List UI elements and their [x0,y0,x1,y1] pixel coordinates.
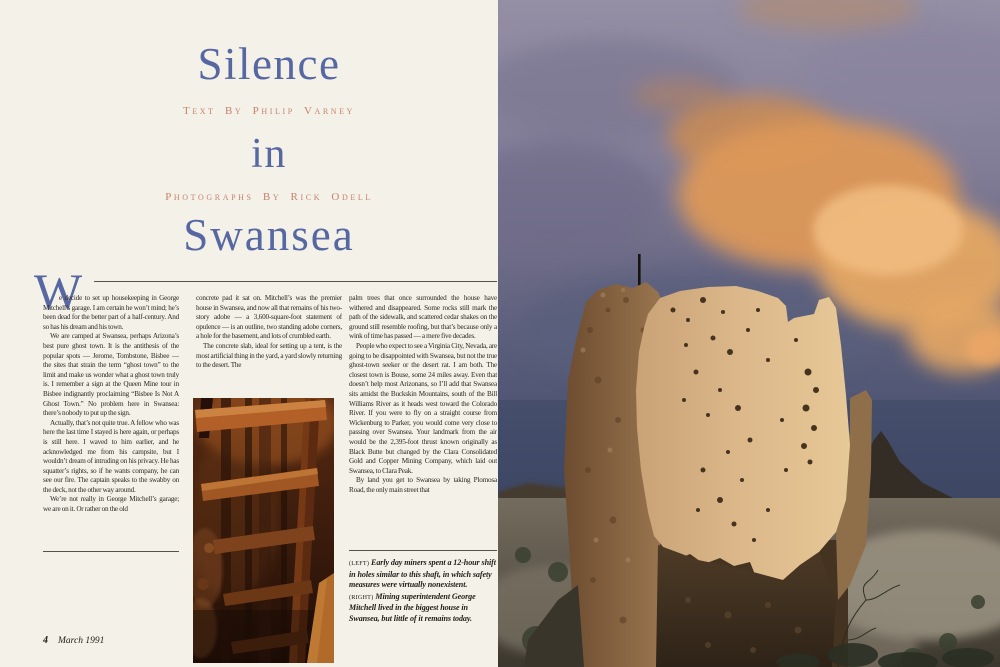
caption-left [349,558,497,591]
headline-rule [94,281,497,282]
paragraph: concrete pad it sat on. Mitchell’s was the premier house in Swansea, and now all that remains of his two-story adobe — a 3,600-square-foot statement of opulence — is an outline, two standing adobe corners, a hole for the basement, and lots of crumbled earth. [196,294,342,341]
page-footer [43,630,104,648]
paragraph: By land you get to Swansea by taking Plomosa Road, the only main street that [349,476,497,494]
caption-rule [349,550,497,551]
paragraph: Actually, that’s not quite true. A fellow who was here the last time I stayed is here again, or perhaps is still here. I waved to him earlier, and he acknowledged me from his campsite, but I wouldn’t dream of intruding on his privacy. He has squatter’s rights, so if he wants company, he can see our fire. The captain speaks to the swabby on the deck, not the other way around. [43,418,179,494]
page-number: 4 [43,635,48,646]
mine-shaft-ladder-photo [193,398,334,663]
title-silence: Silence [197,39,341,89]
title-in: in [251,131,287,177]
ladder-illustration [193,398,334,663]
caption-right-text: Mining superintendent George Mitchell lived in the biggest house in Swansea, but little of it remains today. [349,591,476,623]
caption-left-text: Early day miners spent a 12-hour shift in holes similar to this shaft, in which safety measures were virtually nonexistent. [349,558,496,590]
body-column-1 [43,294,179,552]
left-page [0,0,498,667]
issue-date: March 1991 [58,636,105,646]
title-swansea: Swansea [183,210,355,260]
caption-left-tag: (LEFT) [349,560,370,567]
dropcap-spacer [43,294,59,303]
paragraph: The concrete slab, ideal for setting up a tent, is the most artificial thing in the yard, a yard slowly returning to the desert. The [196,341,342,370]
ruin-sunset-photo [498,0,1000,667]
photo-captions [349,558,497,626]
column-end-rule [43,551,179,552]
paragraph: palm trees that once surrounded the house have withered and disappeared. Some rocks still mark the path of the sidewalk, and scattered cedar shakes on the ground still resemble roofing, but that’s because only a wink of time has passed — a mere five decades. [349,294,497,341]
body-column-3 [349,294,497,549]
ruin-illustration [498,0,1000,667]
byline-text-credit: Text By Philip Varney [182,105,356,117]
dropcap-w: W [34,265,83,321]
paragraph: People who expect to see a Virginia City, Nevada, are going to be disappointed with Swansea, but not the true ghost-town seeker or the desert rat. I am both. The closest town is Bouse, some 24 miles away. Even that doesn’t help most Arizonans, so I’ll add that Swansea sits amidst the Buckskin Mountains, south of the Bill Williams River as it heads west toward the Colorado River. If you were to fly on a straight course from Wickenburg to Parker, you would come very close to passing over Swansea. Your landmark from the air would be the 2,395-foot thrust known originally as Black Butte but changed by the Clara Consolidated Gold and Copper Mining Company, which laid out Swansea, to Clara Peak. [349,341,497,475]
paragraph: e decide to set up housekeeping in George Mitchell’s garage. I am certain he won’t mind; he’s been dead for the better part of a half-century. And so has his dream and his town. [43,294,179,331]
paragraph: We are camped at Swansea, perhaps Arizona’s best pure ghost town. It is the antithesis of the popular spots — Jerome, Tombstone, Bisbee — the sites that strain the term “ghost town” to the limit and make us wonder what a ghost town truly is. I remember a sign at the Queen Mine tour in Bisbee indignantly proclaiming “Bisbee Is Not A Ghost Town.” No problem here in Swansea: there’s nobody to put up the sign. [43,332,179,418]
caption-right-tag: (RIGHT) [349,593,374,601]
caption-right [349,592,497,625]
paragraph: We’re not really in George Mitchell’s garage; we are on it. Or rather on the old [43,495,179,514]
byline-photo-credit: Photographs By Rick Odell [165,191,373,203]
body-column-2 [196,294,342,397]
